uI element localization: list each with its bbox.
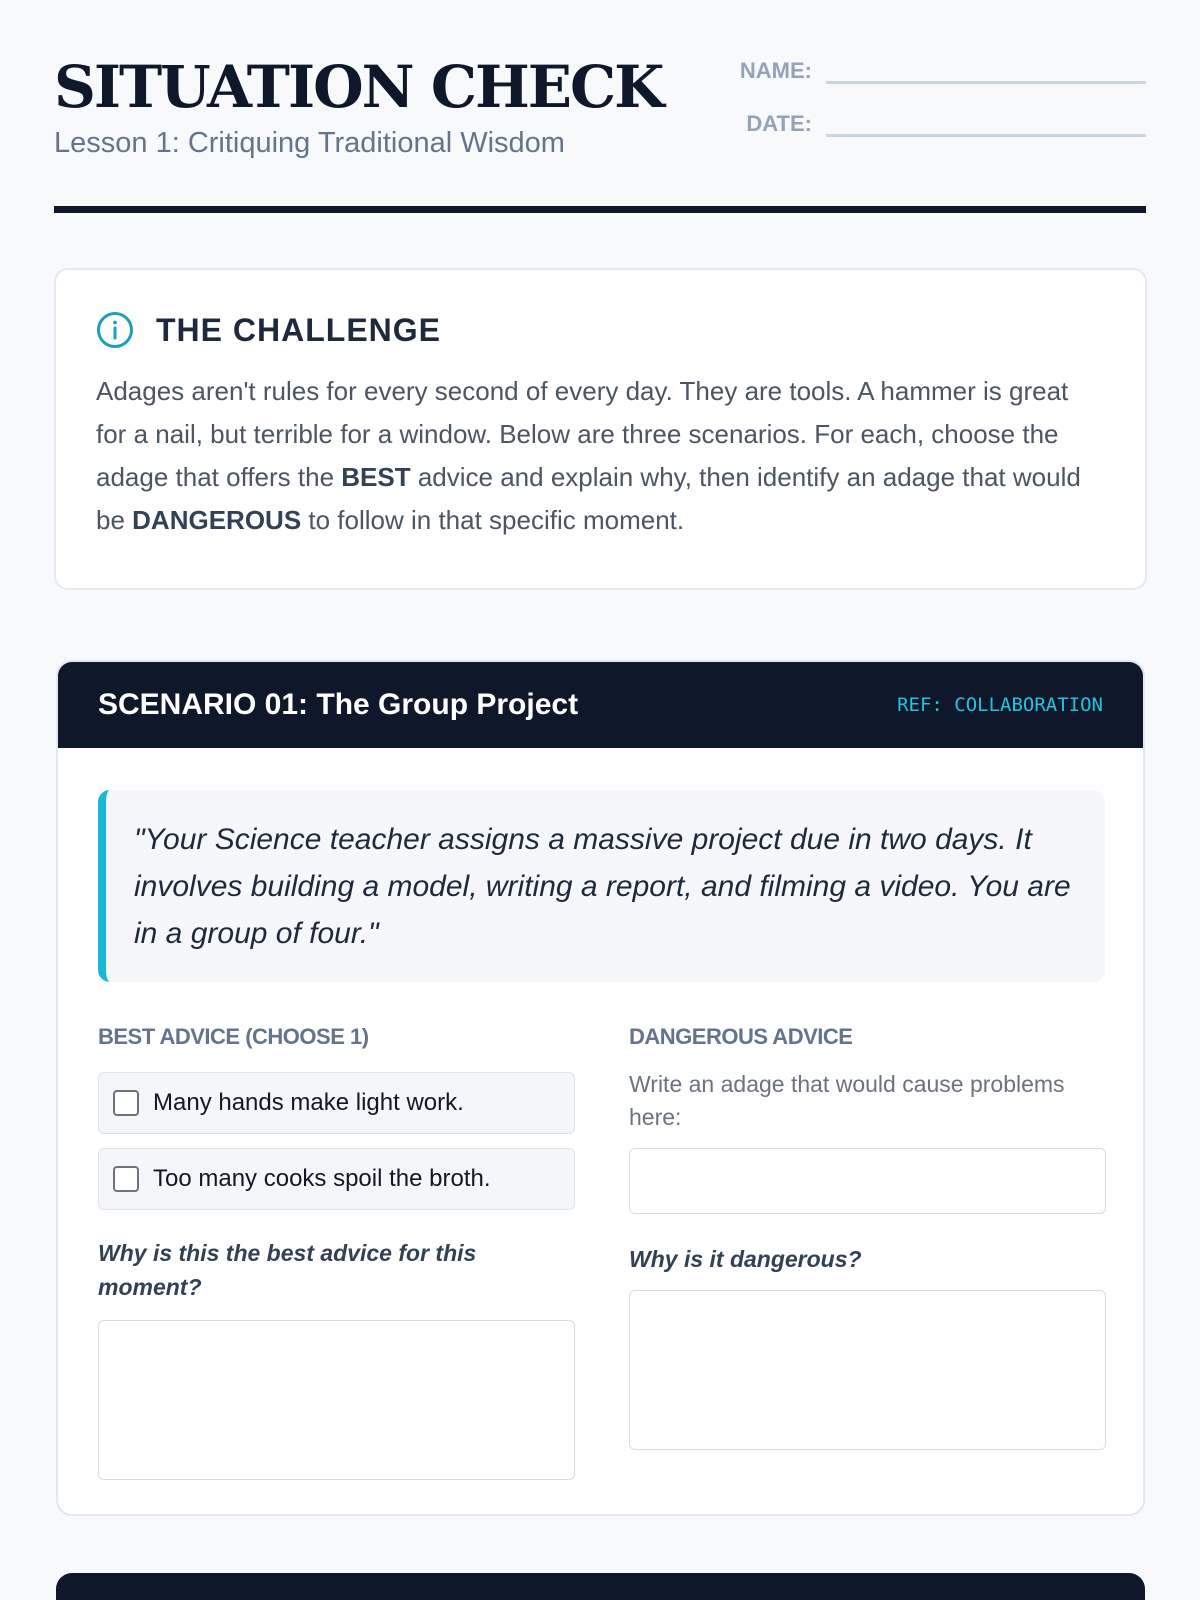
- challenge-best-emphasis: BEST: [341, 462, 411, 492]
- challenge-header: [96, 310, 1105, 350]
- challenge-dangerous-emphasis: DANGEROUS: [132, 505, 302, 535]
- worksheet-header: [54, 0, 1146, 214]
- challenge-text-part: Adages aren't rules for every second of every day. They are tools. A hammer is great for a nail, but terrible for a window. Below are three scenarios. For each, choose the adage that offers the: [96, 376, 1069, 492]
- page-title: SITUATION CHECK: [54, 53, 663, 121]
- option-label: Many hands make light work.: [153, 1089, 464, 1116]
- next-scenario-header: [56, 1573, 1145, 1600]
- dangerous-advice-column: [629, 1024, 1106, 1450]
- scenario-header: [58, 662, 1143, 748]
- best-advice-label: BEST ADVICE (CHOOSE 1): [98, 1024, 369, 1049]
- best-advice-column: [98, 1024, 575, 1480]
- challenge-text-part: advice and explain why, then identify an adage that would be: [96, 462, 1081, 535]
- dangerous-advice-label: DANGEROUS ADVICE: [629, 1024, 853, 1049]
- best-why-prompt: Why is this the best advice for this moment?: [98, 1240, 477, 1300]
- best-option-2[interactable]: [98, 1148, 575, 1210]
- info-icon: [96, 311, 134, 349]
- challenge-text-part: to follow in that specific moment.: [301, 505, 685, 535]
- date-field: [728, 113, 1146, 137]
- checkbox[interactable]: [113, 1090, 139, 1116]
- dangerous-advice-hint: Write an adage that would cause problems here:: [629, 1071, 1065, 1130]
- challenge-card: [54, 268, 1147, 590]
- option-label: Too many cooks spoil the broth.: [153, 1165, 491, 1192]
- challenge-text: [96, 370, 1105, 542]
- checkbox[interactable]: [113, 1166, 139, 1192]
- scenario-title: SCENARIO 01: The Group Project: [98, 688, 579, 721]
- name-label: NAME:: [739, 58, 812, 83]
- dangerous-adage-input[interactable]: [629, 1148, 1106, 1214]
- scenario-card: [56, 660, 1145, 1516]
- page-subtitle: Lesson 1: Critiquing Traditional Wisdom: [54, 127, 565, 159]
- best-why-answer[interactable]: [98, 1320, 575, 1480]
- scenario-quote: "Your Science teacher assigns a massive project due in two days. It involves building a model, writing a report, and filming a video. You are in a group of four.": [98, 790, 1105, 982]
- header-divider: [54, 206, 1146, 213]
- name-field: [728, 60, 1146, 84]
- challenge-title: THE CHALLENGE: [156, 311, 441, 348]
- dangerous-why-answer[interactable]: [629, 1290, 1106, 1450]
- name-line[interactable]: [826, 62, 1146, 84]
- scenario-ref-tag: REF: COLLABORATION: [897, 694, 1103, 716]
- best-option-1[interactable]: [98, 1072, 575, 1134]
- dangerous-why-prompt: Why is it dangerous?: [629, 1246, 862, 1272]
- date-label: DATE:: [746, 111, 812, 136]
- date-line[interactable]: [826, 115, 1146, 137]
